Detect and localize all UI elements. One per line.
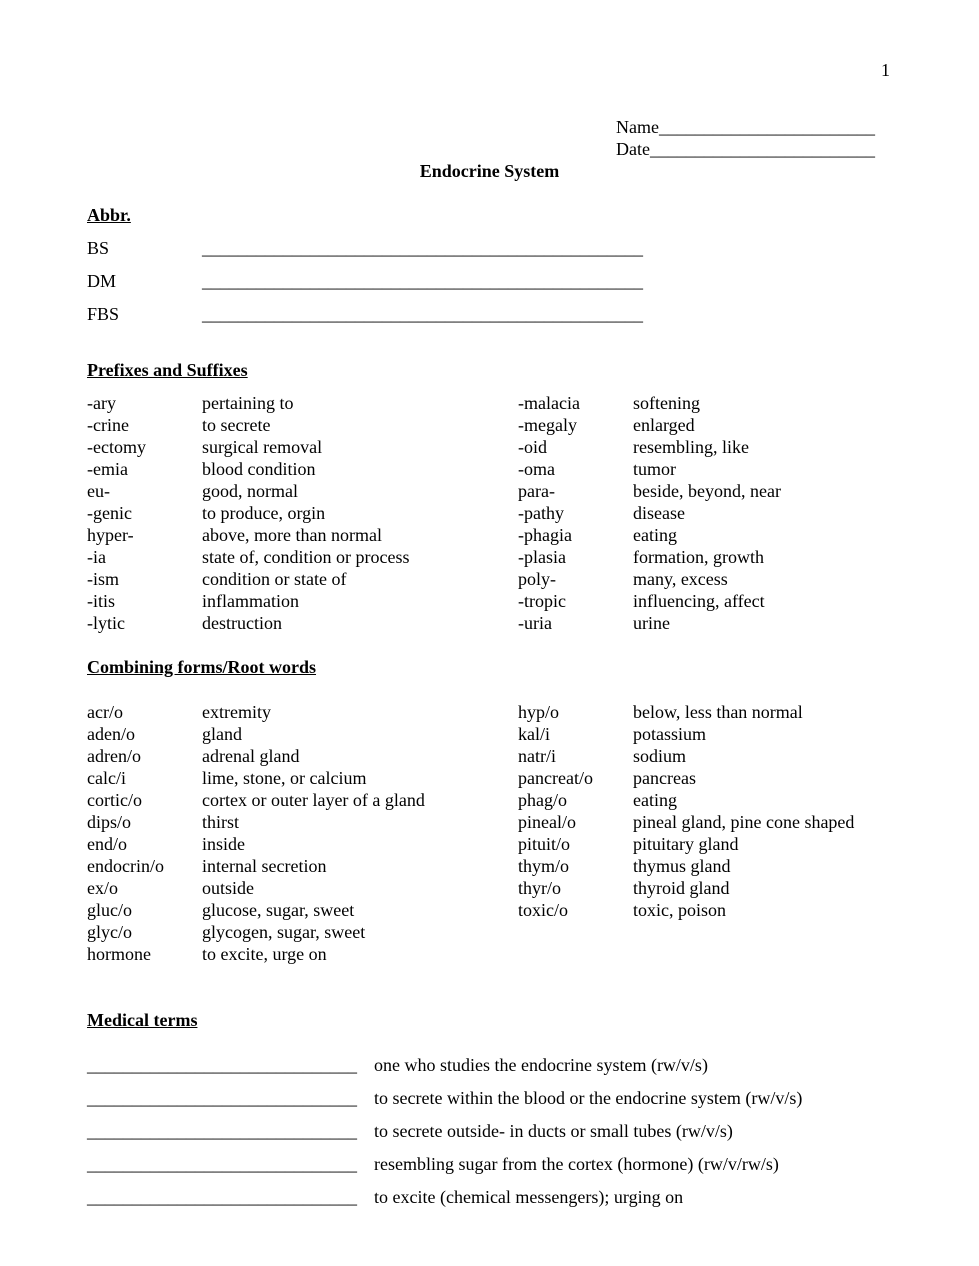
term: thym/o (518, 856, 570, 876)
term: kal/i (518, 724, 550, 744)
abbr-row (0, 270, 979, 292)
date-field[interactable]: Date_________________________ (616, 139, 875, 159)
table-row (0, 502, 979, 524)
meaning: eating (633, 525, 677, 545)
term: -malacia (518, 393, 580, 413)
term: -oma (518, 459, 555, 479)
meaning: beside, beyond, near (633, 481, 781, 501)
abbr-answer-line[interactable]: _________________________________________________ (202, 304, 643, 324)
prefixes-suffixes-heading: Prefixes and Suffixes (87, 360, 248, 380)
table-row (0, 480, 979, 502)
abbr-term: FBS (87, 304, 120, 324)
medical-term-row (0, 1054, 979, 1076)
medical-term-row (0, 1087, 979, 1109)
meaning: outside (202, 878, 254, 898)
term: poly- (518, 569, 556, 589)
term: pituit/o (518, 834, 571, 854)
term-definition: resembling sugar from the cortex (hormone) (rw/v/rw/s) (374, 1154, 779, 1174)
term: hyp/o (518, 702, 560, 722)
term: thyr/o (518, 878, 561, 898)
meaning: destruction (202, 613, 282, 633)
term: -genic (87, 503, 132, 523)
meaning: pancreas (633, 768, 696, 788)
meaning: sodium (633, 746, 687, 766)
meaning: internal secretion (202, 856, 327, 876)
table-row (0, 943, 979, 965)
meaning: glycogen, sugar, sweet (202, 922, 366, 942)
meaning: tumor (633, 459, 676, 479)
term: -ism (87, 569, 120, 589)
abbr-row (0, 237, 979, 259)
meaning: thymus gland (633, 856, 731, 876)
answer-line[interactable]: ______________________________ (87, 1154, 357, 1174)
term: pineal/o (518, 812, 576, 832)
term: cortic/o (87, 790, 142, 810)
meaning: formation, growth (633, 547, 764, 567)
meaning: surgical removal (202, 437, 323, 457)
table-row (0, 436, 979, 458)
term: -megaly (518, 415, 577, 435)
meaning: pineal gland, pine cone shaped (633, 812, 855, 832)
meaning: gland (202, 724, 242, 744)
meaning: influencing, affect (633, 591, 765, 611)
table-row (0, 568, 979, 590)
term: hyper- (87, 525, 134, 545)
meaning: softening (633, 393, 700, 413)
term-definition: to secrete within the blood or the endocrine system (rw/v/s) (374, 1088, 803, 1108)
term: eu- (87, 481, 110, 501)
term: end/o (87, 834, 127, 854)
meaning: inflammation (202, 591, 299, 611)
term: -pathy (518, 503, 564, 523)
meaning: condition or state of (202, 569, 347, 589)
meaning: thirst (202, 812, 240, 832)
meaning: enlarged (633, 415, 695, 435)
term: phag/o (518, 790, 567, 810)
term: -ary (87, 393, 116, 413)
meaning: eating (633, 790, 677, 810)
table-row (0, 833, 979, 855)
meaning: disease (633, 503, 685, 523)
term: -uria (518, 613, 552, 633)
term: -plasia (518, 547, 566, 567)
abbr-answer-line[interactable]: _________________________________________________ (202, 271, 643, 291)
term: -phagia (518, 525, 572, 545)
term: -ia (87, 547, 106, 567)
table-row (0, 392, 979, 414)
meaning: many, excess (633, 569, 728, 589)
medical-term-row (0, 1153, 979, 1175)
term: -itis (87, 591, 116, 611)
table-row (0, 701, 979, 723)
meaning: inside (202, 834, 245, 854)
table-row (0, 767, 979, 789)
meaning: lime, stone, or calcium (202, 768, 367, 788)
meaning: below, less than normal (633, 702, 803, 722)
table-row (0, 921, 979, 943)
term: -crine (87, 415, 129, 435)
table-row (0, 789, 979, 811)
term: -lytic (87, 613, 125, 633)
term: aden/o (87, 724, 135, 744)
meaning: extremity (202, 702, 271, 722)
term-definition: to secrete outside- in ducts or small tubes (rw/v/s) (374, 1121, 733, 1141)
abbr-heading: Abbr. (87, 205, 131, 225)
abbr-term: BS (87, 238, 110, 258)
term: acr/o (87, 702, 123, 722)
meaning: state of, condition or process (202, 547, 410, 567)
term: calc/i (87, 768, 126, 788)
term: -oid (518, 437, 547, 457)
table-row (0, 745, 979, 767)
table-row (0, 811, 979, 833)
term: -ectomy (87, 437, 146, 457)
meaning: urine (633, 613, 670, 633)
term: -emia (87, 459, 128, 479)
term: -tropic (518, 591, 566, 611)
table-row (0, 877, 979, 899)
medical-term-row (0, 1186, 979, 1208)
meaning: blood condition (202, 459, 316, 479)
term: natr/i (518, 746, 556, 766)
meaning: pituitary gland (633, 834, 739, 854)
abbr-term: DM (87, 271, 117, 291)
table-row (0, 590, 979, 612)
term: adren/o (87, 746, 141, 766)
meaning: glucose, sugar, sweet (202, 900, 355, 920)
abbr-row (0, 303, 979, 325)
table-row (0, 524, 979, 546)
medical-term-row (0, 1120, 979, 1142)
answer-line[interactable]: ______________________________ (87, 1088, 357, 1108)
meaning: to produce, orgin (202, 503, 326, 523)
meaning: adrenal gland (202, 746, 300, 766)
meaning: potassium (633, 724, 707, 744)
page-title: Endocrine System (419, 161, 560, 181)
term: para- (518, 481, 555, 501)
combining-forms-heading: Combining forms/Root words (87, 657, 317, 677)
term-definition: to excite (chemical messengers); urging on (374, 1187, 684, 1207)
table-row (0, 723, 979, 745)
table-row (0, 612, 979, 634)
term: dips/o (87, 812, 132, 832)
meaning: thyroid gland (633, 878, 730, 898)
page-number: 1 (881, 60, 890, 80)
term: hormone (87, 944, 151, 964)
meaning: pertaining to (202, 393, 294, 413)
meaning: good, normal (202, 481, 298, 501)
medical-terms-heading: Medical terms (87, 1010, 198, 1030)
meaning: resembling, like (633, 437, 749, 457)
term: ex/o (87, 878, 118, 898)
abbr-answer-line[interactable]: _________________________________________________ (202, 238, 643, 258)
answer-line[interactable]: ______________________________ (87, 1121, 357, 1141)
meaning: above, more than normal (202, 525, 382, 545)
table-row (0, 414, 979, 436)
meaning: toxic, poison (633, 900, 726, 920)
term: toxic/o (518, 900, 568, 920)
table-row (0, 546, 979, 568)
term: endocrin/o (87, 856, 164, 876)
answer-line[interactable]: ______________________________ (87, 1187, 357, 1207)
term: pancreat/o (518, 768, 593, 788)
term-definition: one who studies the endocrine system (rw/v/s) (374, 1055, 708, 1075)
meaning: to secrete (202, 415, 271, 435)
table-row (0, 458, 979, 480)
name-field[interactable]: Name________________________ (616, 117, 875, 137)
meaning: cortex or outer layer of a gland (202, 790, 425, 810)
term: glyc/o (87, 922, 132, 942)
table-row (0, 855, 979, 877)
term: gluc/o (87, 900, 132, 920)
meaning: to excite, urge on (202, 944, 327, 964)
answer-line[interactable]: ______________________________ (87, 1055, 357, 1075)
table-row (0, 899, 979, 921)
